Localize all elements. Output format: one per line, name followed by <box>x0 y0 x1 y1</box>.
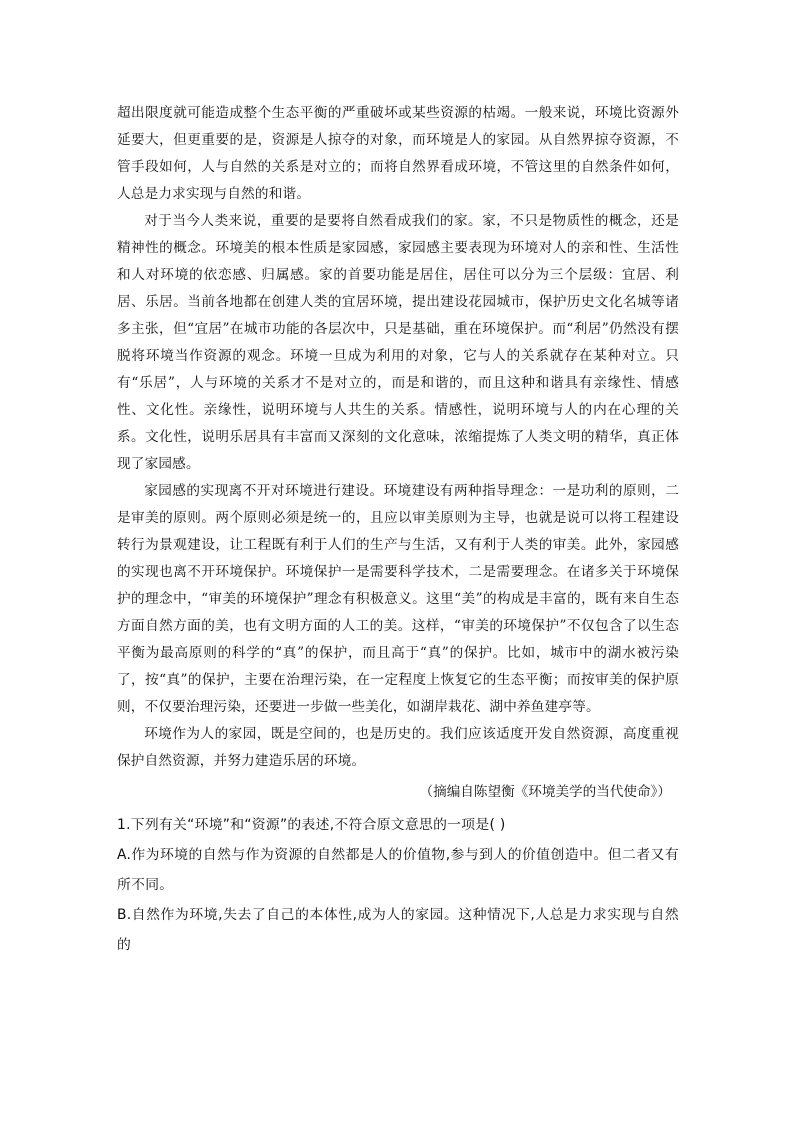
question-stem: 1.下列有关“环境”和“资源”的表述,不符合原文意思的一项是( ) <box>117 817 506 833</box>
question-option-b: B.自然作为环境,失去了自己的本体性,成为人的家园。这种情况下,人总是力求实现与自然的 <box>117 907 679 953</box>
passage-source: （摘编自陈望衡《环境美学的当代使命》） <box>419 784 671 800</box>
passage-paragraph-2: 对于当今人类来说，重要的是要将自然看成我们的家。家，不只是物质性的概念，还是精神性的概念。环境美的根本性质是家园感，家园感主要表现为环境对人的亲和性、生活性和人对环境的依恋感、归属感。家的首要功能是居住，居住可以分为三个层级：宜居、利居、乐居。当前各地都在创建人类的宜居环境，提出建设花园城市，保护历史文化名城等诸多主张，但“宜居”在城市功能的各层次中，只是基础，重在环境保护。而“利居”仍然没有摆脱将环境当作资源的观念。环境一旦成为利用的对象，它与人的关系就存在某种对立。只有“乐居”，人与环境的关系才不是对立的，而是和谐的，而且这种和谐具有亲缘性、情感性、文化性。亲缘性，说明环境与人共生的关系。情感性，说明环境与人的内在心理的关系。文化性，说明乐居具有丰富而又深刻的文化意味，浓缩提炼了人类文明的精华，真正体现了家园感。 <box>117 213 679 472</box>
document-page <box>117 100 679 960</box>
passage-paragraph-4: 环境作为人的家园，既是空间的，也是历史的。我们应该适度开发自然资源，高度重视保护自然资源，并努力建造乐居的环境。 <box>117 726 679 769</box>
question-option-a: A.作为环境的自然与作为资源的自然都是人的价值物,参与到人的价值创造中。但二者又有所不同。 <box>117 847 679 893</box>
passage-paragraph-1: 超出限度就可能造成整个生态平衡的严重破坏或某些资源的枯竭。一般来说，环境比资源外延要大，但更重要的是，资源是人掠夺的对象，而环境是人的家园。从自然界掠夺资源，不管手段如何，人与自然的关系是对立的；而将自然界看成环境，不管这里的自然条件如何，人总是力求实现与自然的和谐。 <box>117 105 679 202</box>
passage-paragraph-3: 家园感的实现离不开对环境进行建设。环境建设有两种指导理念：一是功利的原则，二是审美的原则。两个原则必须是统一的，且应以审美原则为主导，也就是说可以将工程建设转行为景观建设，让工程既有利于人们的生产与生活，又有利于人类的审美。此外，家园感的实现也离不开环境保护。环境保护一是需要科学技术，二是需要理念。在诸多关于环境保护的理念中，“审美的环境保护”理念有积极意义。这里“美”的构成是丰富的，既有来自生态方面自然方面的美，也有文明方面的人工的美。这样，“审美的环境保护”不仅包含了以生态平衡为最高原则的科学的“真”的保护，而且高于“真”的保护。比如，城市中的湖水被污染了，按“真”的保护，主要在治理污染，在一定程度上恢复它的生态平衡；而按审美的保护原则，不仅要治理污染，还要进一步做一些美化，如湖岸栽花、湖中养鱼建亭等。 <box>117 483 679 715</box>
